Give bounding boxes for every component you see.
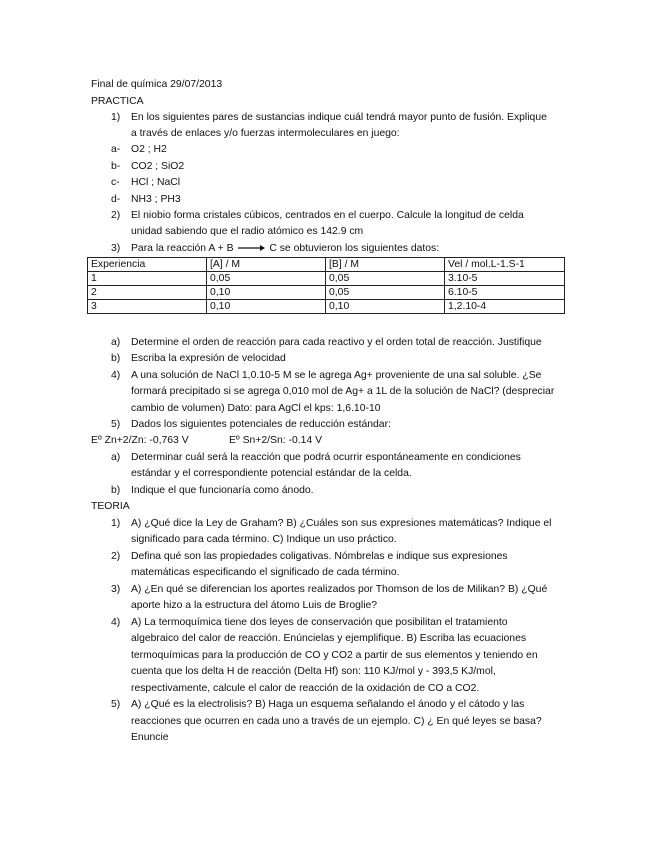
- table-cell: 3.10-5: [445, 272, 565, 286]
- question-text: A) ¿Qué es la electrolisis? B) Haga un esquema señalando el ánodo y el cátodo y las: [131, 699, 525, 710]
- table-cell: 3: [88, 300, 207, 314]
- question-number: 5): [111, 699, 121, 710]
- question-text: El niobio forma cristales cúbicos, centrados en el cuerpo. Calcule la longitud de celda: [131, 210, 524, 221]
- question-text: a través de enlaces y/o fuerzas intermoleculares en juego:: [131, 128, 400, 139]
- table-header-cell: [A] / M: [207, 258, 326, 272]
- sub-item-text: CO2 ; SiO2: [131, 161, 185, 172]
- table-cell: 0,05: [326, 286, 445, 300]
- question-text: matemáticas especificando el significado de cada término.: [131, 567, 400, 578]
- question-number: 3): [111, 584, 121, 595]
- question-number: 1): [111, 112, 121, 123]
- sub-item-label: b-: [111, 161, 121, 172]
- question-number: 4): [111, 370, 121, 381]
- question-number: 5): [111, 419, 121, 430]
- sub-item-label: d-: [111, 194, 121, 205]
- sub-item-label: b): [111, 353, 121, 364]
- table-row: [88, 300, 565, 314]
- reaction-product-text: C se obtuvieron los siguientes datos:: [269, 243, 440, 254]
- question-text: cambio de volumen) Dato: para AgCl el kps: 1,6.10-10: [131, 403, 381, 414]
- table-cell: 1,2.10-4: [445, 300, 565, 314]
- table-cell: 0,10: [207, 300, 326, 314]
- sub-item-label: c-: [111, 177, 120, 188]
- question-text: significado para cada término. C) Indique un uso práctico.: [131, 534, 397, 545]
- question-text: A una solución de NaCl 1,0.10-5 M se le agrega Ag+ proveniente de una sal soluble. ¿Se: [131, 370, 542, 381]
- table-cell: 2: [88, 286, 207, 300]
- question-text: reacciones que ocurren en cada uno a través de un ejemplo. C) ¿ En qué leyes se basa?: [131, 716, 542, 727]
- sub-item-text: HCl ; NaCl: [131, 177, 181, 188]
- potential-sn: Eº Sn+2/Sn: -0.14 V: [229, 435, 323, 446]
- sub-item-label: b): [111, 485, 121, 496]
- table-header-cell: [B] / M: [326, 258, 445, 272]
- question-number: 1): [111, 518, 121, 529]
- question-number: 4): [111, 617, 121, 628]
- question-text: A) ¿Qué dice la Ley de Graham? B) ¿Cuáles son sus expresiones matemáticas? Indique el: [131, 518, 552, 529]
- potential-zn: Eº Zn+2/Zn: -0,763 V: [91, 435, 189, 446]
- question-text: A) La termoquímica tiene dos leyes de conservación que posibilitan el tratamiento: [131, 617, 508, 628]
- exam-title: Final de química 29/07/2013: [91, 79, 223, 90]
- question-text: algebraico del calor de reacción. Enúncielas y ejemplifique. B) Escriba las ecuaciones: [131, 633, 527, 644]
- question-number: 2): [111, 551, 121, 562]
- question-number: 3): [111, 243, 121, 254]
- table-cell: 0,05: [207, 272, 326, 286]
- question-text: Dados los siguientes potenciales de reducción estándar:: [131, 419, 391, 430]
- sub-item-label: a): [111, 337, 121, 348]
- kinetics-data-table: [87, 257, 565, 314]
- table-header-cell: Vel / mol.L-1.S-1: [445, 258, 565, 272]
- table-header-cell: Experiencia: [88, 258, 207, 272]
- question-text: unidad sabiendo que el radio atómico es 142.9 cm: [131, 226, 364, 237]
- sub-item-text: Determine el orden de reacción para cada reactivo y el orden total de reacción. Justifique: [131, 337, 542, 348]
- question-text: En los siguientes pares de sustancias indique cuál tendrá mayor punto de fusión. Explique: [131, 112, 547, 123]
- question-text: respectivamente, calcule el calor de reacción de la oxidación de CO a CO2.: [131, 683, 480, 694]
- table-cell: 1: [88, 272, 207, 286]
- table-row: [88, 286, 565, 300]
- table-row: [88, 272, 565, 286]
- question-text: cuenta que los delta H de reacción (Delta Hf) son: 110 KJ/mol y - 393,5 KJ/mol,: [131, 666, 496, 677]
- sub-item-text: Indique el que funcionaría como ánodo.: [131, 485, 314, 496]
- question-text: Enuncie: [131, 732, 169, 743]
- question-text: termoquímicas para la producción de CO y CO2 a partir de sus elementos y teniendo en: [131, 650, 538, 661]
- question-text: Defina qué son las propiedades coligativas. Nómbrelas e indique sus expresiones: [131, 551, 508, 562]
- question-text: formará precipitado si se agrega 0,010 mol de Ag+ a 1L de la solución de NaCl? (despreciar: [131, 386, 555, 397]
- table-cell: 0,10: [207, 286, 326, 300]
- section-teoria-heading: TEORIA: [91, 501, 130, 512]
- table-cell: 0,05: [326, 272, 445, 286]
- sub-item-text: Escriba la expresión de velocidad: [131, 353, 286, 364]
- sub-item-label: a-: [111, 144, 121, 155]
- question-number: 2): [111, 210, 121, 221]
- sub-item-text: NH3 ; PH3: [131, 194, 181, 205]
- reaction-reactants: Para la reacción A + B: [131, 243, 234, 254]
- question-text: [131, 242, 439, 255]
- sub-item-text: O2 ; H2: [131, 144, 167, 155]
- table-header-row: [88, 258, 565, 272]
- table-cell: 0,10: [326, 300, 445, 314]
- question-text: A) ¿En qué se diferencian los aportes realizados por Thomson de los de Milikan? B) ¿Qué: [131, 584, 548, 595]
- section-practica-heading: PRACTICA: [91, 96, 144, 107]
- question-text: aporte hizo a la estructura del átomo Luis de Broglie?: [131, 600, 378, 611]
- sub-item-text: estándar y el correspondiente potencial estándar de la celda.: [131, 468, 412, 479]
- sub-item-text: Determinar cuál será la reacción que podrá ocurrir espontáneamente en condiciones: [131, 452, 521, 463]
- table-cell: 6.10-5: [445, 286, 565, 300]
- reaction-arrow-icon: [236, 244, 266, 252]
- sub-item-label: a): [111, 452, 121, 463]
